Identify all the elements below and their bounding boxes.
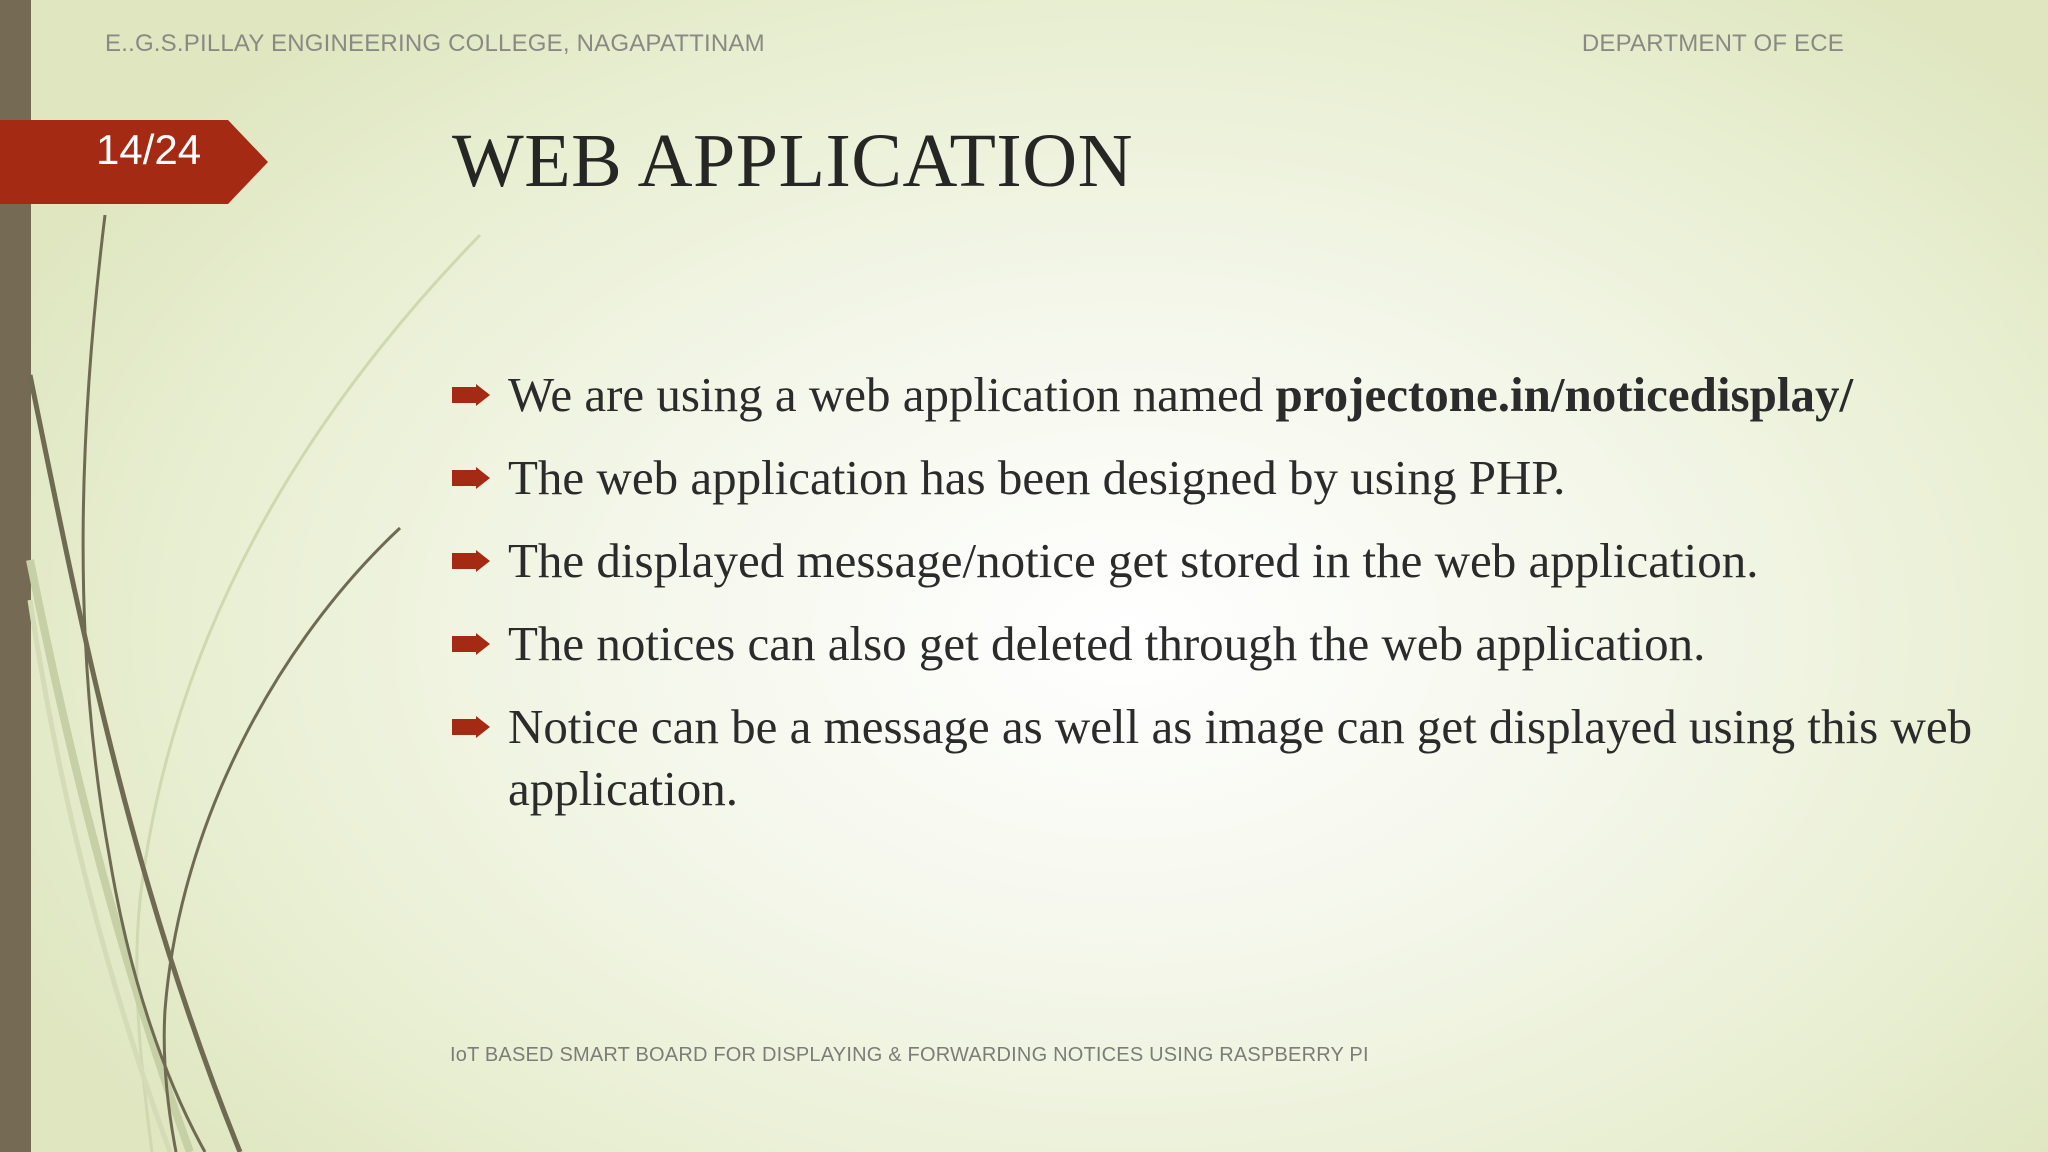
bullet-text: We are using a web application named: [508, 367, 1276, 422]
footer-project-title: IoT BASED SMART BOARD FOR DISPLAYING & FORWARDING NOTICES USING RASPBERRY PI: [450, 1044, 1369, 1066]
bullet-item: [452, 613, 1992, 675]
arrow-bullet-icon: [452, 467, 490, 489]
bullet-item: [452, 530, 1992, 592]
arrow-bullet-icon: [452, 633, 490, 655]
arrow-bullet-icon: [452, 716, 490, 738]
bullet-text: The notices can also get deleted through the web application.: [508, 616, 1706, 671]
bullet-text: The displayed message/notice get stored in the web application.: [508, 533, 1759, 588]
arrow-bullet-icon: [452, 384, 490, 406]
page-number: 14/24: [96, 126, 202, 173]
bullet-url-text: projectone.in/noticedisplay/: [1275, 367, 1854, 422]
slide-title: WEB APPLICATION: [452, 119, 1133, 203]
bullet-item: [452, 364, 1992, 426]
bullet-text: Notice can be a message as well as image can get displayed using this web application.: [508, 699, 1973, 816]
department-name: DEPARTMENT OF ECE: [1581, 30, 1844, 57]
bullet-item: [452, 447, 1992, 509]
college-name: E..G.S.PILLAY ENGINEERING COLLEGE, NAGAPATTINAM: [105, 30, 765, 57]
arrow-bullet-icon: [452, 550, 490, 572]
bullet-list: [452, 364, 1992, 841]
bullet-text: The web application has been designed by using PHP.: [508, 450, 1566, 505]
bullet-item: [452, 696, 1992, 820]
